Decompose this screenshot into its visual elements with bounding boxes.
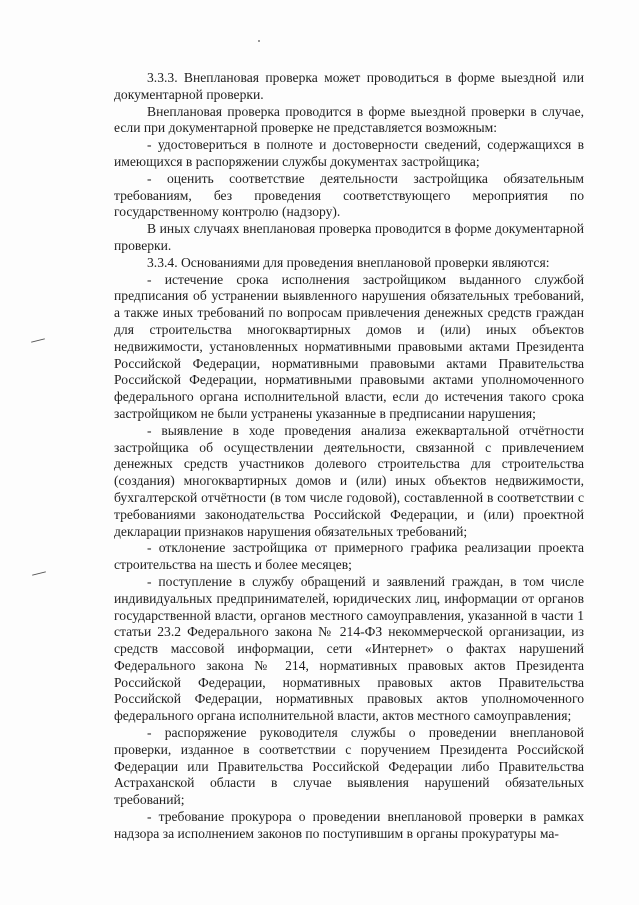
paragraph-list-item: - распоряжение руководителя службы о проведении внеплановой проверки, изданное в соответствии с поручением Президента Российской Федерации или Правительства Российской Федерации либо Правительства Астраханской области в случае выявления нарушений обязательных требований; <box>114 725 584 808</box>
paragraph-list-item: - выявление в ходе проведения анализа ежеквартальной отчётности застройщика об осуществлении деятельности, связанной с привлечением денежных средств участников долевого строительства для строительства (создания) многоквартирных домов и (или) иных объектов недвижимости, бухгалтерской отчётности (в том числе годовой), составленной в соответствии с требованиями законодательства Российской Федерации, и (или) проектной декларации признаков нарушения обязательных требований; <box>114 422 584 539</box>
margin-mark <box>32 571 46 575</box>
paragraph-list-item: - отклонение застройщика от примерного графика реализации проекта строительства на шесть и более месяцев; <box>114 540 584 573</box>
paragraph-3-3-4: 3.3.4. Основаниями для проведения внеплановой проверки являются: <box>147 254 550 270</box>
paragraph-other-cases: В иных случаях внеплановая проверка проводится в форме документарной проверки. <box>114 221 584 253</box>
paragraph-list-item: - удостовериться в полноте и достоверности сведений, содержащихся в имеющихся в распоряжении службы документах застройщика; <box>114 137 584 169</box>
paragraph-list-item: - поступление в службу обращений и заявлений граждан, в том числе индивидуальных предпринимателей, юридических лиц, информации от органов государственной власти, органов местного самоуправления, указанной в части 1 статьи 23.2 Федерального закона № 214-ФЗ некоммерческой организации, из средств массовой информации, сети «Интернет» о фактах нарушений Федерального закона № 214, нормативных правовых актов Президента Российской Федерации, нормативных правовых актов Правительства Российской Федерации, нормативных правовых актов уполномоченного федерального органа исполнительной власти, актов местного самоуправления; <box>114 573 584 724</box>
paragraph-onsite-inspection: Внеплановая проверка проводится в форме выездной проверки в случае, если при документарной проверке не представляется возможным: <box>114 103 584 136</box>
document-body <box>114 70 584 843</box>
paragraph-list-item: - истечение срока исполнения застройщиком выданного службой предписания об устранении выявленного нарушения обязательных требований, а также иных требований по вопросам привлечения денежных средств граждан для строительства многоквартирных домов и (или) иных объектов недвижимости, установленных нормативными правовыми актами Президента Российской Федерации, нормативными правовыми актами Правительства Российской Федерации, нормативными правовыми актами уполномоченного федерального органа исполнительной власти, если до истечения такого срока застройщиком не были устранены указанные в предписании нарушения; <box>114 271 584 421</box>
paragraph-list-item: - требование прокурора о проведении внеплановой проверки в рамках надзора за исполнением законов по поступившим в органы прокуратуры ма- <box>114 809 584 841</box>
paragraph-list-item: - оценить соответствие деятельности застройщика обязательным требованиям, без проведения соответствующего мероприятия по государственному контролю (надзору). <box>114 170 584 220</box>
margin-mark <box>31 338 45 342</box>
scan-speck <box>258 40 260 42</box>
paragraph-3-3-3: 3.3.3. Внеплановая проверка может проводиться в форме выездной или документарной проверки. <box>114 70 584 102</box>
